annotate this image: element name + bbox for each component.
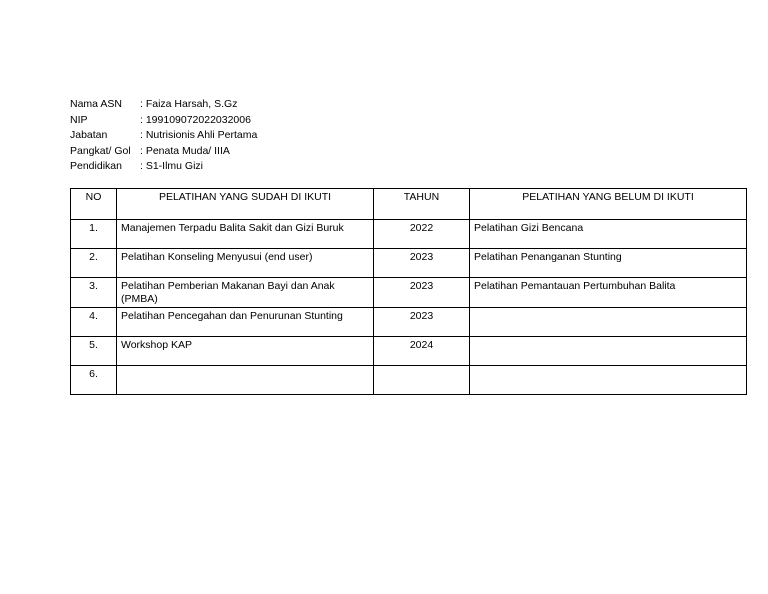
cell-completed-training: Pelatihan Pemberian Makanan Bayi dan Anak (PMBA) <box>117 278 374 308</box>
header-pending-training: PELATIHAN YANG BELUM DI IKUTI <box>470 189 747 220</box>
info-row-education <box>70 159 257 175</box>
cell-completed-training: Workshop KAP <box>117 337 374 366</box>
cell-pending-training: Pelatihan Gizi Bencana <box>470 220 747 249</box>
cell-no: 5. <box>71 337 117 366</box>
cell-year: 2024 <box>374 337 470 366</box>
info-row-nip <box>70 113 257 129</box>
cell-no: 1. <box>71 220 117 249</box>
cell-no: 3. <box>71 278 117 308</box>
cell-year <box>374 366 470 395</box>
table-row <box>71 278 747 308</box>
info-value: : 199109072022032006 <box>140 113 251 126</box>
table-header-row <box>71 189 747 220</box>
info-label: Pendidikan <box>70 160 122 172</box>
info-value: : Penata Muda/ IIIA <box>140 144 230 157</box>
cell-no: 6. <box>71 366 117 395</box>
cell-year: 2023 <box>374 249 470 278</box>
header-no: NO <box>71 189 117 220</box>
table-row <box>71 337 747 366</box>
employee-info <box>70 97 257 175</box>
cell-no: 2. <box>71 249 117 278</box>
table-row <box>71 366 747 395</box>
info-label: NIP <box>70 113 88 126</box>
cell-completed-training: Pelatihan Pencegahan dan Penurunan Stunting <box>117 308 374 337</box>
cell-no: 4. <box>71 308 117 337</box>
cell-pending-training <box>470 366 747 395</box>
info-label: Pangkat/ Gol <box>70 144 131 157</box>
table-row <box>71 220 747 249</box>
info-row-position <box>70 128 257 144</box>
info-row-rank <box>70 144 257 160</box>
header-completed-training: PELATIHAN YANG SUDAH DI IKUTI <box>117 189 374 220</box>
cell-completed-training <box>117 366 374 395</box>
info-label: Jabatan <box>70 129 108 141</box>
info-row-name <box>70 97 257 113</box>
header-year: TAHUN <box>374 189 470 220</box>
cell-pending-training <box>470 308 747 337</box>
cell-completed-training: Pelatihan Konseling Menyusui (end user) <box>117 249 374 278</box>
cell-pending-training: Pelatihan Penanganan Stunting <box>470 249 747 278</box>
table-row <box>71 308 747 337</box>
table-row <box>71 249 747 278</box>
info-value: : Faiza Harsah, S.Gz <box>140 98 238 110</box>
cell-pending-training: Pelatihan Pemantauan Pertumbuhan Balita <box>470 278 747 308</box>
cell-year: 2022 <box>374 220 470 249</box>
info-value: : S1-Ilmu Gizi <box>140 160 204 172</box>
cell-year: 2023 <box>374 308 470 337</box>
training-table <box>70 188 747 395</box>
cell-year: 2023 <box>374 278 470 308</box>
cell-completed-training: Manajemen Terpadu Balita Sakit dan Gizi Buruk <box>117 220 374 249</box>
info-value: : Nutrisionis Ahli Pertama <box>140 129 258 141</box>
cell-pending-training <box>470 337 747 366</box>
info-label: Nama ASN <box>70 98 122 110</box>
